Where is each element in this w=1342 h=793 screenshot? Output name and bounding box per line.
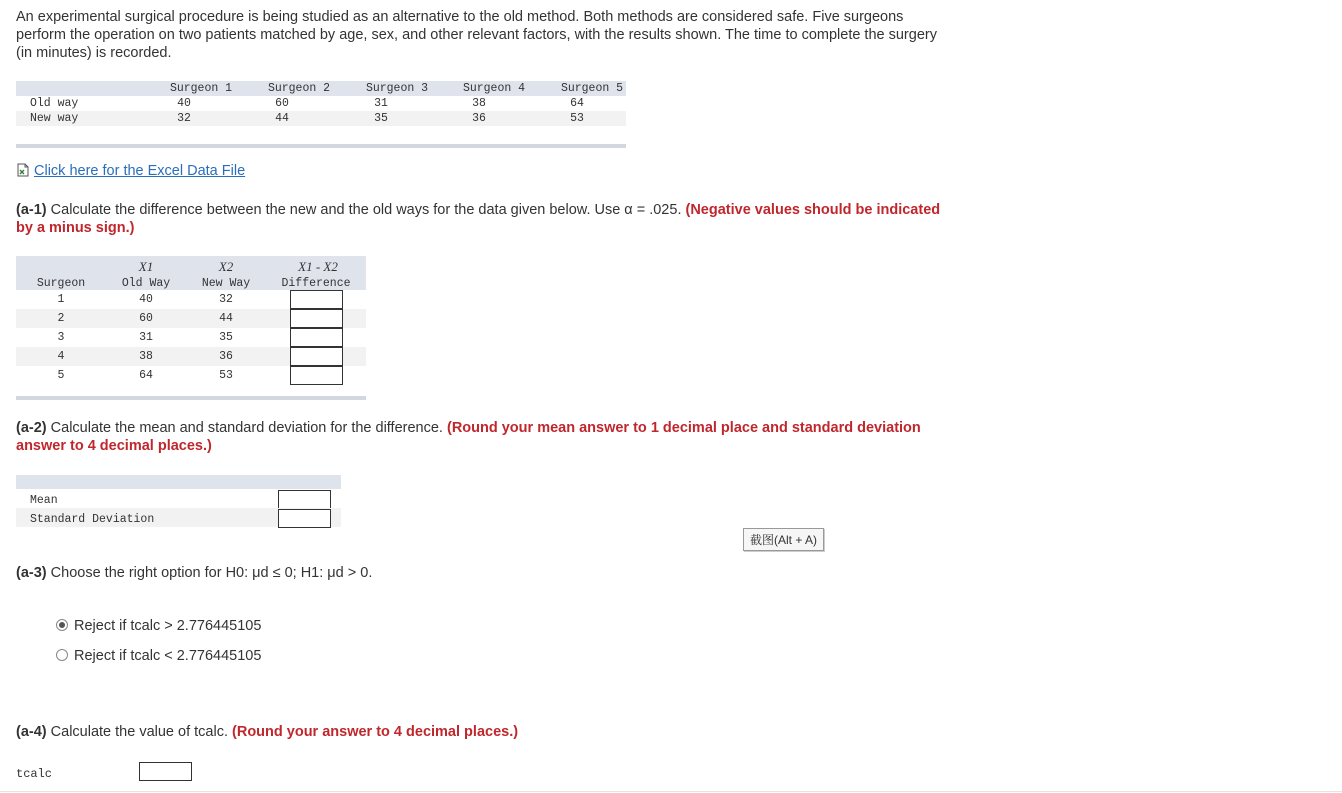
difference-table	[16, 256, 366, 400]
table-row	[16, 366, 366, 385]
header-surgeon: Surgeon	[36, 277, 86, 290]
mean-label: Mean	[30, 494, 58, 507]
option-reject-greater[interactable]	[56, 618, 261, 634]
header-surgeon-3: Surgeon 3	[365, 82, 429, 95]
question-text: Calculate the value of tcalc.	[46, 724, 233, 740]
screenshot-capture-button[interactable]: 截图(Alt + A)	[743, 528, 824, 551]
header-new-way: New Way	[201, 277, 251, 290]
table-cell: 60	[275, 97, 289, 110]
table-row	[16, 508, 341, 527]
header-surgeon-1: Surgeon 1	[169, 82, 233, 95]
difference-input-4[interactable]	[290, 347, 343, 366]
tcalc-input[interactable]	[139, 762, 192, 781]
question-a3	[16, 564, 956, 582]
table-row	[16, 489, 341, 508]
table-cell: 35	[374, 112, 388, 125]
table-cell: 44	[275, 112, 289, 125]
question-note: (Round your answer to 4 decimal places.)	[232, 724, 519, 740]
question-note: (Negative values should be indicated by a minus sign.)	[16, 202, 941, 236]
difference-input-1[interactable]	[290, 290, 343, 309]
surgeon-number: 1	[57, 293, 65, 306]
table-cell: 36	[472, 112, 486, 125]
table-row	[16, 111, 626, 126]
table-cell: 40	[177, 97, 191, 110]
surgeon-number: 3	[57, 331, 65, 344]
question-a1	[16, 201, 956, 237]
mean-sd-table	[16, 475, 341, 527]
question-label: (a-4)	[16, 724, 47, 740]
question-text: Calculate the difference between the new and the old ways for the data given below. Use α = .025.	[46, 202, 686, 218]
sd-label: Standard Deviation	[30, 513, 155, 526]
table-header	[16, 475, 341, 489]
table-header	[16, 256, 366, 290]
row-label: Old way	[30, 97, 79, 110]
surgeon-number: 4	[57, 350, 65, 363]
table-row	[16, 290, 366, 309]
header-difference: Difference	[281, 277, 351, 290]
header-old-way: Old Way	[121, 277, 171, 290]
problem-intro: An experimental surgical procedure is being studied as an alternative to the old method. Both methods are considered safe. Five surgeons perform the operation on two patients matched by age, sex, and other relevant factors, with the results shown. The time to complete the surgery (in minutes) is recorded.	[16, 9, 937, 61]
option-text: Reject if tcalc < 2.776445105	[74, 648, 262, 664]
table-header-row	[16, 81, 626, 96]
header-x1-minus-x2: X1 - X2	[298, 259, 338, 274]
table-row	[16, 328, 366, 347]
radio-selected-icon[interactable]	[56, 619, 68, 631]
old-way-value: 40	[139, 293, 153, 306]
table-cell: 53	[570, 112, 584, 125]
table-row	[16, 309, 366, 328]
question-label: (a-1)	[16, 202, 47, 218]
surgeon-number: 2	[57, 312, 65, 325]
option-text: Reject if tcalc > 2.776445105	[74, 618, 262, 634]
header-surgeon-4: Surgeon 4	[462, 82, 526, 95]
old-way-value: 64	[139, 369, 153, 382]
question-a4	[16, 723, 956, 741]
question-text: Choose the right option for H0: μd ≤ 0; H1: μd > 0.	[46, 565, 373, 581]
table-cell: 31	[374, 97, 388, 110]
header-surgeon-5: Surgeon 5	[560, 82, 624, 95]
new-way-value: 36	[219, 350, 233, 363]
mean-input[interactable]	[278, 490, 331, 509]
surgery-data-table	[16, 81, 626, 148]
tcalc-label: tcalc	[16, 767, 53, 781]
file-icon	[16, 163, 30, 177]
option-reject-less[interactable]	[56, 648, 261, 664]
difference-input-3[interactable]	[290, 328, 343, 347]
table-row	[16, 347, 366, 366]
new-way-value: 32	[219, 293, 233, 306]
question-a2	[16, 419, 956, 455]
table-footer-bar	[16, 144, 626, 148]
question-note: (Round your mean answer to 1 decimal place and standard deviation answer to 4 decimal places.)	[16, 420, 921, 454]
difference-input-5[interactable]	[290, 366, 343, 385]
excel-link-text[interactable]: Click here for the Excel Data File	[34, 163, 246, 179]
surgeon-number: 5	[57, 369, 65, 382]
table-row	[16, 96, 626, 111]
new-way-value: 35	[219, 331, 233, 344]
old-way-value: 31	[139, 331, 153, 344]
radio-unselected-icon[interactable]	[56, 649, 68, 661]
old-way-value: 38	[139, 350, 153, 363]
header-x1: X1	[138, 259, 154, 274]
question-text: Calculate the mean and standard deviation for the difference.	[46, 420, 447, 436]
excel-data-link[interactable]	[16, 163, 245, 179]
header-x2: X2	[218, 259, 234, 274]
table-cell: 64	[570, 97, 584, 110]
table-cell: 32	[177, 112, 191, 125]
question-label: (a-3)	[16, 565, 47, 581]
bottom-divider	[0, 791, 1342, 792]
difference-input-2[interactable]	[290, 309, 343, 328]
table-footer-bar	[16, 396, 366, 400]
new-way-value: 44	[219, 312, 233, 325]
table-cell: 38	[472, 97, 486, 110]
old-way-value: 60	[139, 312, 153, 325]
header-surgeon-2: Surgeon 2	[267, 82, 331, 95]
new-way-value: 53	[219, 369, 233, 382]
sd-input[interactable]	[278, 509, 331, 528]
question-label: (a-2)	[16, 420, 47, 436]
row-label: New way	[30, 112, 79, 125]
